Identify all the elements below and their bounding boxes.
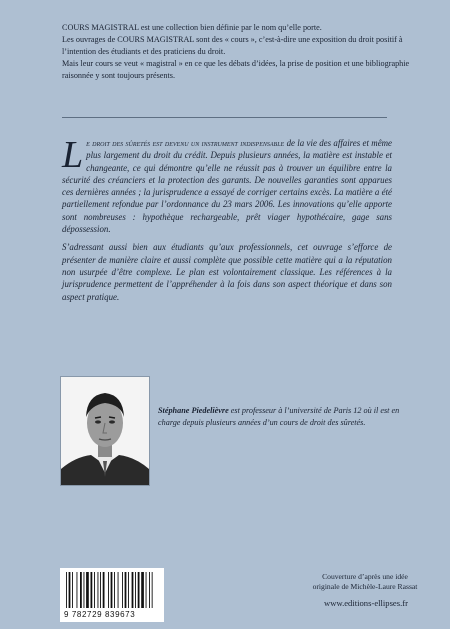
barcode-bar <box>125 572 127 608</box>
barcode-bar <box>152 572 153 608</box>
barcode-bar <box>84 572 85 608</box>
barcode-bar <box>122 572 123 608</box>
cover-credits <box>300 572 430 592</box>
isbn-barcode <box>60 568 164 622</box>
barcode-bar <box>114 572 115 608</box>
book-description <box>62 134 392 309</box>
barcode-bar <box>69 572 71 608</box>
description-paragraph-2: S’adressant aussi bien aux étudiants qu’aux professionnels, cet ouvrage s’efforce de présenter de manière claire et aussi complète que possible cette matière qui a la réputation non usurpée d’être complexe. Le plan est volontairement classique. Les références à la jurisprudence permettent de l’appréhender à la fois dans son aspect théorique et dans son aspect pratique. <box>62 242 392 302</box>
intro-line-1: COURS MAGISTRAL est une collection bien définie par le nom qu’elle porte. <box>62 23 322 32</box>
description-paragraph-1 <box>62 134 392 235</box>
barcode-bar <box>149 572 150 608</box>
credits-line-2: originale de Michèle-Laure Rassat <box>312 582 418 591</box>
barcode-bar <box>118 572 119 608</box>
barcode-bar <box>146 572 147 608</box>
lead-smallcaps: e droit des sûretés est devenu un instrument indispensable <box>86 138 285 148</box>
barcode-bar <box>111 572 113 608</box>
barcode-bar <box>103 572 105 608</box>
barcode-bar <box>80 572 82 608</box>
collection-intro <box>62 22 412 82</box>
author-name: Stéphane Piedelièvre <box>158 406 229 415</box>
credits-line-1: Couverture d’après une idée <box>322 572 408 581</box>
barcode-bar <box>91 572 93 608</box>
barcode-bar <box>72 572 73 608</box>
barcode-bar <box>135 572 136 608</box>
barcode-bar <box>86 572 89 608</box>
drop-cap: L <box>62 134 84 176</box>
barcode-bar <box>141 572 144 608</box>
barcode-bar <box>132 572 134 608</box>
barcode-digits: 9 782729 839673 <box>64 610 136 619</box>
barcode-bar <box>77 572 78 608</box>
barcode-bar <box>128 572 129 608</box>
barcode-bar <box>138 572 140 608</box>
author-bio-text: est professeur à l’université de Paris 12 où il est en charge depuis plusieurs années d’un cours de droit des sûretés. <box>158 406 400 427</box>
intro-line-3: Mais leur cours se veut « magistral » en ce que les débats d’idées, la prise de position et une bibliographie raisonnée y sont toujours présents. <box>62 59 410 80</box>
barcode-bar <box>66 572 67 608</box>
section-divider <box>62 117 387 118</box>
barcode-bar <box>94 572 95 608</box>
intro-line-2: Les ouvrages de COURS MAGISTRAL sont des « cours », c’est-à-dire une exposition du droit positif à l’intention des étudiants et des praticiens du droit. <box>62 35 403 56</box>
barcode-bar <box>108 572 109 608</box>
paragraph-1-rest: de la vie des affaires et même plus largement du droit du crédit. Depuis plusieurs années, la matière est instable et changeante, ce qui démontre qu’elle ne réussit pas à trouver un équilibre entre la sécurité des créanciers et la protection des garants. De nouvelles garanties sont apparues ces dernières années ; la jurisprudence a essayé de corriger certains excès. La matière a été partiellement refondue par l’ordonnance du 23 mars 2006. Les innovations qu’elle apporte sont nombreuses : hypothèque rechargeable, prêt viager hypothécaire, gage sans dépossession. <box>62 138 392 235</box>
barcode-bar <box>98 572 99 608</box>
author-photo <box>60 376 150 486</box>
author-bio <box>158 405 408 428</box>
publisher-website-link[interactable]: www.editions-ellipses.fr <box>324 598 408 608</box>
barcode-bar <box>100 572 101 608</box>
